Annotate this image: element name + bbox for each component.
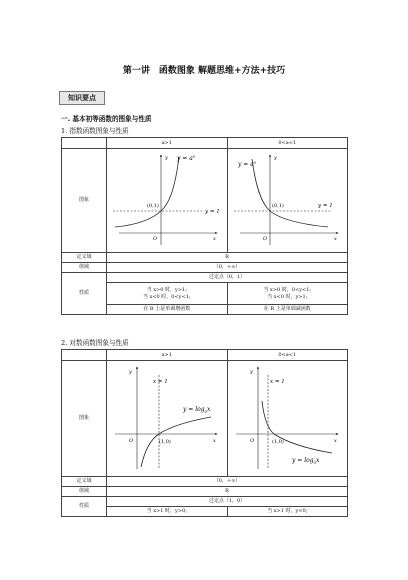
log-row-domain-label: 定义域 [62, 477, 107, 487]
section-heading: 一. 基本初等函数的图象与性质 [61, 115, 152, 123]
point-label: (0,1) [271, 203, 284, 209]
log-row-range-label: 值域 [62, 487, 107, 497]
y-label: y [165, 155, 168, 161]
log-table [61, 349, 348, 517]
origin-label: O [129, 438, 134, 444]
exp-row-range-label: 值域 [62, 263, 107, 273]
exp-graph-b [228, 149, 349, 249]
page-title: 第一讲 函数图象 解题思维+方法+技巧 [122, 66, 286, 76]
exp-row-graph-label: 图象 [62, 149, 107, 253]
exp-row-props-label: 性质 [62, 273, 107, 315]
x-label: x [213, 236, 216, 242]
x-label: x [333, 236, 337, 242]
log-range-value: R [107, 487, 348, 497]
exp-header-blank [62, 138, 107, 149]
origin-label: O [249, 438, 254, 444]
exp-b-props [227, 283, 348, 305]
log-graph-a [107, 361, 228, 473]
log-row-graph-label: 图象 [62, 361, 107, 477]
exp-header-a: a>1 [107, 138, 228, 149]
exp-a-prop2: 当 x<0 时，0<y<1; [142, 293, 191, 300]
log-fixed-point: 过定点（1，0） [107, 497, 348, 507]
log-graph-b-cell [227, 361, 348, 477]
x-label: x [333, 438, 337, 444]
exp-b-prop2: 当 x<0 时，y>1; [267, 293, 308, 300]
log-graph-b [228, 361, 349, 473]
log-curve [262, 401, 332, 453]
exp-table [61, 137, 348, 315]
y-label: y [273, 155, 277, 161]
exp-a-mono: 在 R 上是单调增函数 [107, 305, 228, 315]
point-label: (0,1) [147, 203, 159, 209]
func-label: $y = a^x$ [177, 153, 196, 162]
exp-b-prop1: 当 x>0 时，0<y<1; [263, 286, 312, 293]
func-label: $y = \log_ax$ [291, 457, 319, 465]
vline-label: x = 1 [269, 379, 285, 385]
y-label: y [249, 369, 253, 375]
exp-domain-value: R [107, 253, 348, 263]
line-label: y = 1 [205, 209, 220, 215]
log-b-prop1: 当 x>1 时，y<0; [227, 507, 348, 517]
line-label: y = 1 [317, 203, 333, 209]
exp-a-prop1: 当 x>0 时，y>1; [146, 286, 187, 293]
log-domain-value: （0，+∞） [107, 477, 348, 487]
exp-header-b: 0<a<1 [227, 138, 348, 149]
origin-label: O [262, 236, 267, 242]
section-badge: 知识要点 [59, 91, 105, 105]
exp-graph-a [107, 149, 228, 249]
exp-curve [252, 159, 328, 227]
point-label: (1,0) [159, 439, 171, 445]
log-header-blank [62, 350, 107, 361]
point-label: (1,0) [271, 439, 284, 445]
exp-b-mono: 在 R 上是单调减函数 [227, 305, 348, 315]
log-header-b: 0<a<1 [227, 350, 348, 361]
y-label: y [129, 369, 132, 375]
log-header-a: a>1 [107, 350, 228, 361]
log-row-props-label: 性质 [62, 497, 107, 517]
exp-fixed-point: 过定点（0，1） [107, 273, 348, 283]
exp-range-value: （0，+∞） [107, 263, 348, 273]
exp-curve [115, 157, 179, 227]
exp-a-props [107, 283, 228, 305]
vline-label: x = 1 [153, 379, 168, 385]
func-label: $y = \log_ax$ [183, 406, 211, 414]
log-a-prop1: 当 x>1 时，y>0; [107, 507, 228, 517]
func-label: $y = a^x$ [237, 159, 256, 168]
log-curve [141, 417, 211, 467]
origin-label: O [153, 236, 158, 242]
log-graph-a-cell [107, 361, 228, 477]
x-label: x [213, 438, 216, 444]
exp-row-domain-label: 定义域 [62, 253, 107, 263]
log-subheading: 2. 对数函数图象与性质 [61, 339, 129, 347]
exp-graph-b-cell [227, 149, 348, 253]
exp-subheading: 1. 指数函数图象与性质 [61, 127, 129, 135]
exp-graph-a-cell [107, 149, 228, 253]
